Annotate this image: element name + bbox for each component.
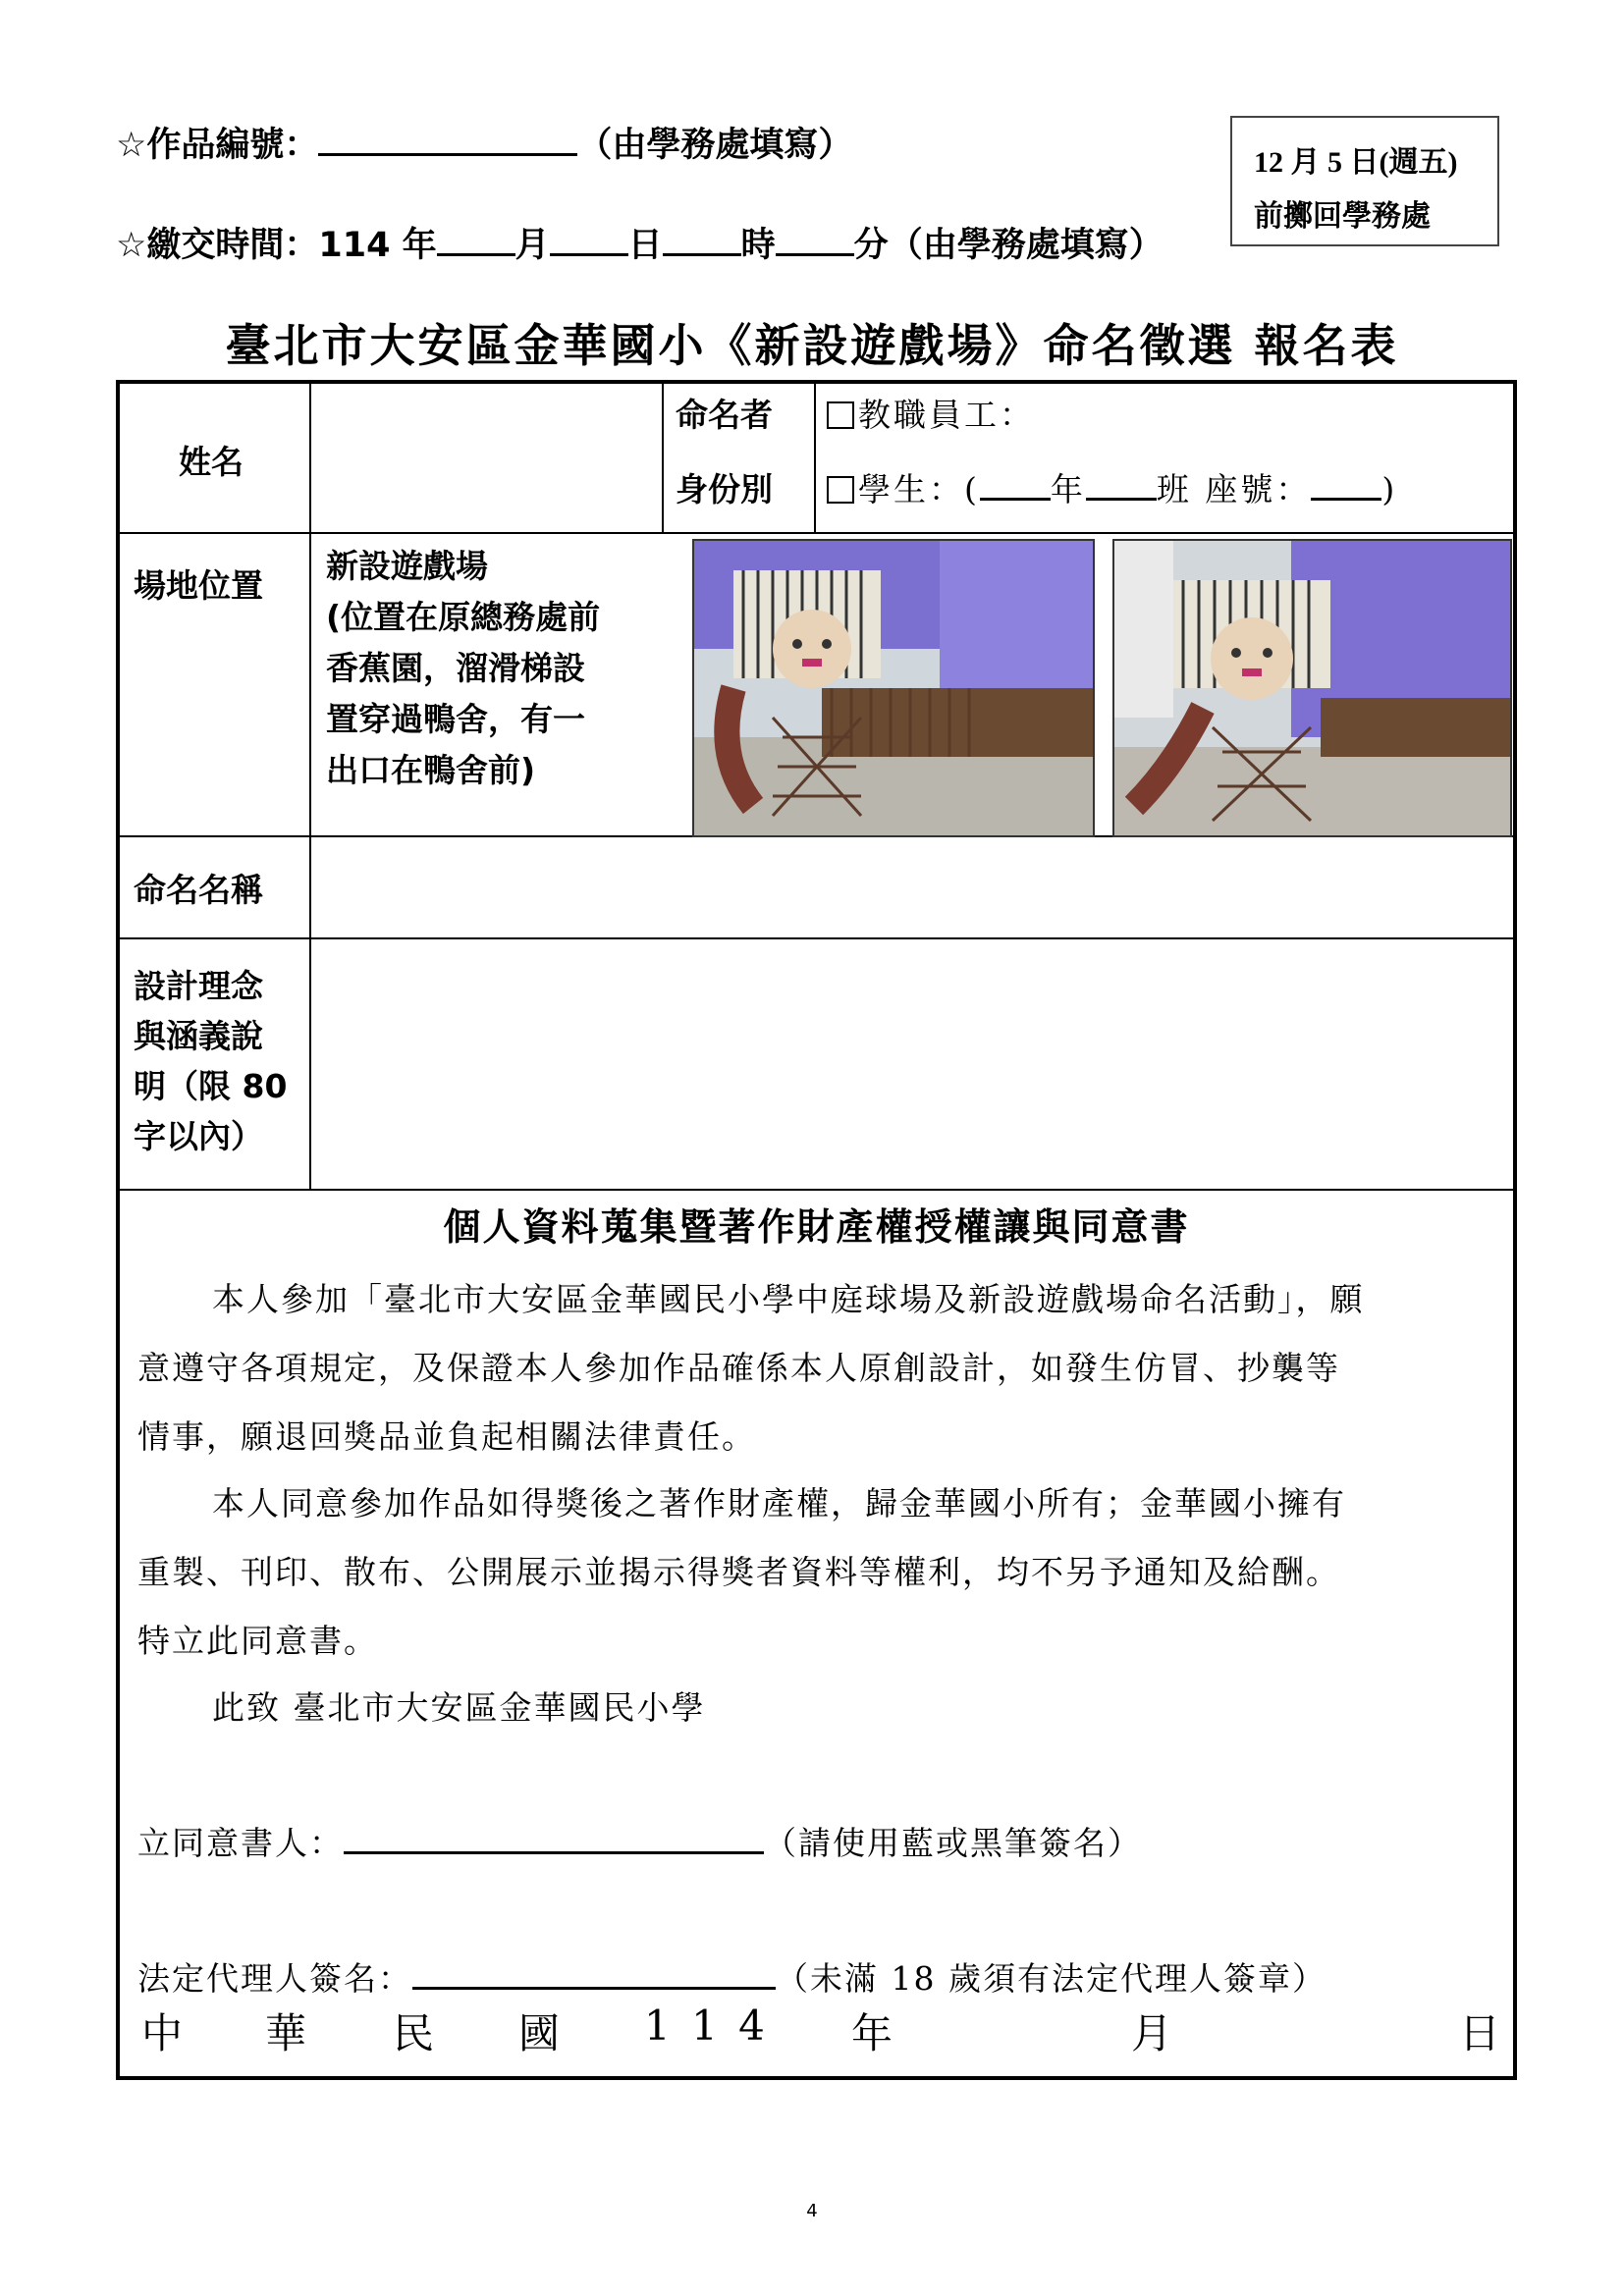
student-close-paren: )	[1381, 470, 1398, 508]
seat-label: 班 座號：	[1156, 470, 1312, 508]
date-char: 華	[265, 2009, 307, 2057]
name-field[interactable]	[313, 386, 660, 530]
location-line: 出口在鴨舍前)	[326, 751, 536, 789]
consent-line: 本人同意參加作品如得獎後之著作財產權，歸金華國小所有；金華國小擁有	[212, 1484, 1346, 1522]
concept-label-line: 與涵義說	[134, 1017, 263, 1055]
consent-line: 本人參加「臺北市大安區金華國民小學中庭球場及新設遊戲場命名活動」，願	[212, 1280, 1365, 1318]
day-unit: 日	[627, 226, 663, 265]
option-student[interactable]	[827, 464, 1397, 510]
concept-label	[134, 961, 287, 1161]
naming-field[interactable]	[313, 837, 1511, 935]
concept-field[interactable]	[313, 939, 1511, 1187]
work-number-row	[116, 118, 852, 167]
location-line: 新設遊戲場	[326, 547, 488, 585]
guardian-label: 法定代理人簽名：	[137, 1959, 412, 1998]
month-unit: 月	[514, 226, 550, 265]
identity-label-bottom: 身份別	[676, 470, 773, 508]
consent-title: 個人資料蒐集暨著作財產權授權讓與同意書	[443, 1205, 1190, 1249]
naming-label: 命名名稱	[134, 871, 263, 909]
row-divider	[120, 1189, 1513, 1191]
submit-time-note: （由學務處填寫）	[888, 226, 1164, 265]
deadline-box	[1230, 116, 1499, 246]
date-char: 中	[141, 2009, 184, 2057]
staff-option-label: 教職員工：	[858, 396, 1035, 434]
location-line: 置穿過鴨舍，有一	[326, 700, 585, 738]
playground-photo-1	[692, 539, 1095, 837]
date-char: 年	[851, 2009, 893, 2057]
guardian-note: （未滿 18 歲須有法定代理人簽章）	[776, 1959, 1326, 1998]
deadline-instruction: 前擲回學務處	[1254, 200, 1431, 233]
col-divider	[662, 384, 664, 532]
staff-checkbox[interactable]	[827, 401, 854, 429]
row-divider	[120, 532, 1513, 534]
form-title: 臺北市大安區金華國小《新設遊戲場》命名徵選 報名表	[225, 319, 1399, 372]
date-char: 月	[1131, 2009, 1173, 2057]
consent-line: 意遵守各項規定，及保證本人參加作品確係本人原創設計，如發生仿冒、抄襲等	[137, 1349, 1340, 1387]
concept-label-line: 明（限 80	[134, 1067, 288, 1105]
location-line: 香蕉園，溜滑梯設	[326, 649, 585, 687]
col-divider	[814, 384, 816, 532]
location-line: (位置在原總務處前	[326, 598, 601, 636]
date-char: 國	[518, 2009, 561, 2057]
hour-unit: 時	[740, 226, 776, 265]
date-year: 1 1 4	[644, 2002, 769, 2050]
playground-photo-2	[1112, 539, 1512, 837]
submit-time-row	[116, 218, 1164, 267]
class-blank[interactable]	[1086, 468, 1157, 501]
signer-signature-line[interactable]	[344, 1822, 764, 1854]
concept-label-line: 字以內）	[134, 1117, 263, 1155]
addressee: 此致 臺北市大安區金華國民小學	[212, 1688, 706, 1727]
signer-label: 立同意書人：	[137, 1824, 344, 1862]
work-number-label: ☆作品編號：	[116, 126, 319, 165]
grade-unit: 年	[1050, 470, 1086, 508]
signer-row	[137, 1809, 1142, 1878]
day-blank	[550, 224, 628, 256]
option-staff[interactable]	[827, 390, 1035, 436]
month-blank	[437, 224, 515, 256]
deadline-date: 12 月 5 日(週五)	[1254, 146, 1458, 179]
identity-label-top: 命名者	[676, 396, 773, 434]
form-table	[116, 380, 1517, 2080]
grade-blank[interactable]	[980, 468, 1051, 501]
location-description	[326, 541, 600, 796]
name-label: 姓名	[179, 443, 244, 481]
concept-label-line: 設計理念	[134, 967, 263, 1005]
consent-line: 重製、刊印、散布、公開展示並揭示得獎者資料等權利，均不另予通知及給酬。	[137, 1553, 1340, 1591]
consent-paragraph-2	[137, 1469, 1346, 1676]
student-checkbox[interactable]	[827, 476, 854, 504]
col-divider	[309, 384, 311, 1189]
date-char: 民	[393, 2009, 435, 2057]
minute-unit: 分	[853, 226, 889, 265]
student-option-label: 學生：(	[858, 470, 980, 508]
work-number-note: （由學務處填寫）	[577, 126, 853, 165]
submit-time-label: ☆繳交時間：114 年	[116, 226, 437, 265]
work-number-blank	[318, 124, 577, 156]
page-number: 4	[806, 2201, 818, 2221]
hour-blank	[663, 224, 741, 256]
signing-date	[120, 2002, 1513, 2060]
consent-line: 情事，願退回獎品並負起相關法律責任。	[137, 1417, 756, 1456]
consent-line: 特立此同意書。	[137, 1622, 378, 1660]
date-char: 日	[1459, 2009, 1501, 2057]
location-label: 場地位置	[134, 566, 263, 605]
signer-note: （請使用藍或黑筆簽名）	[764, 1824, 1142, 1862]
consent-paragraph-1	[137, 1265, 1365, 1471]
guardian-signature-line[interactable]	[412, 1957, 776, 1990]
minute-blank	[776, 224, 854, 256]
seat-blank[interactable]	[1311, 468, 1381, 501]
